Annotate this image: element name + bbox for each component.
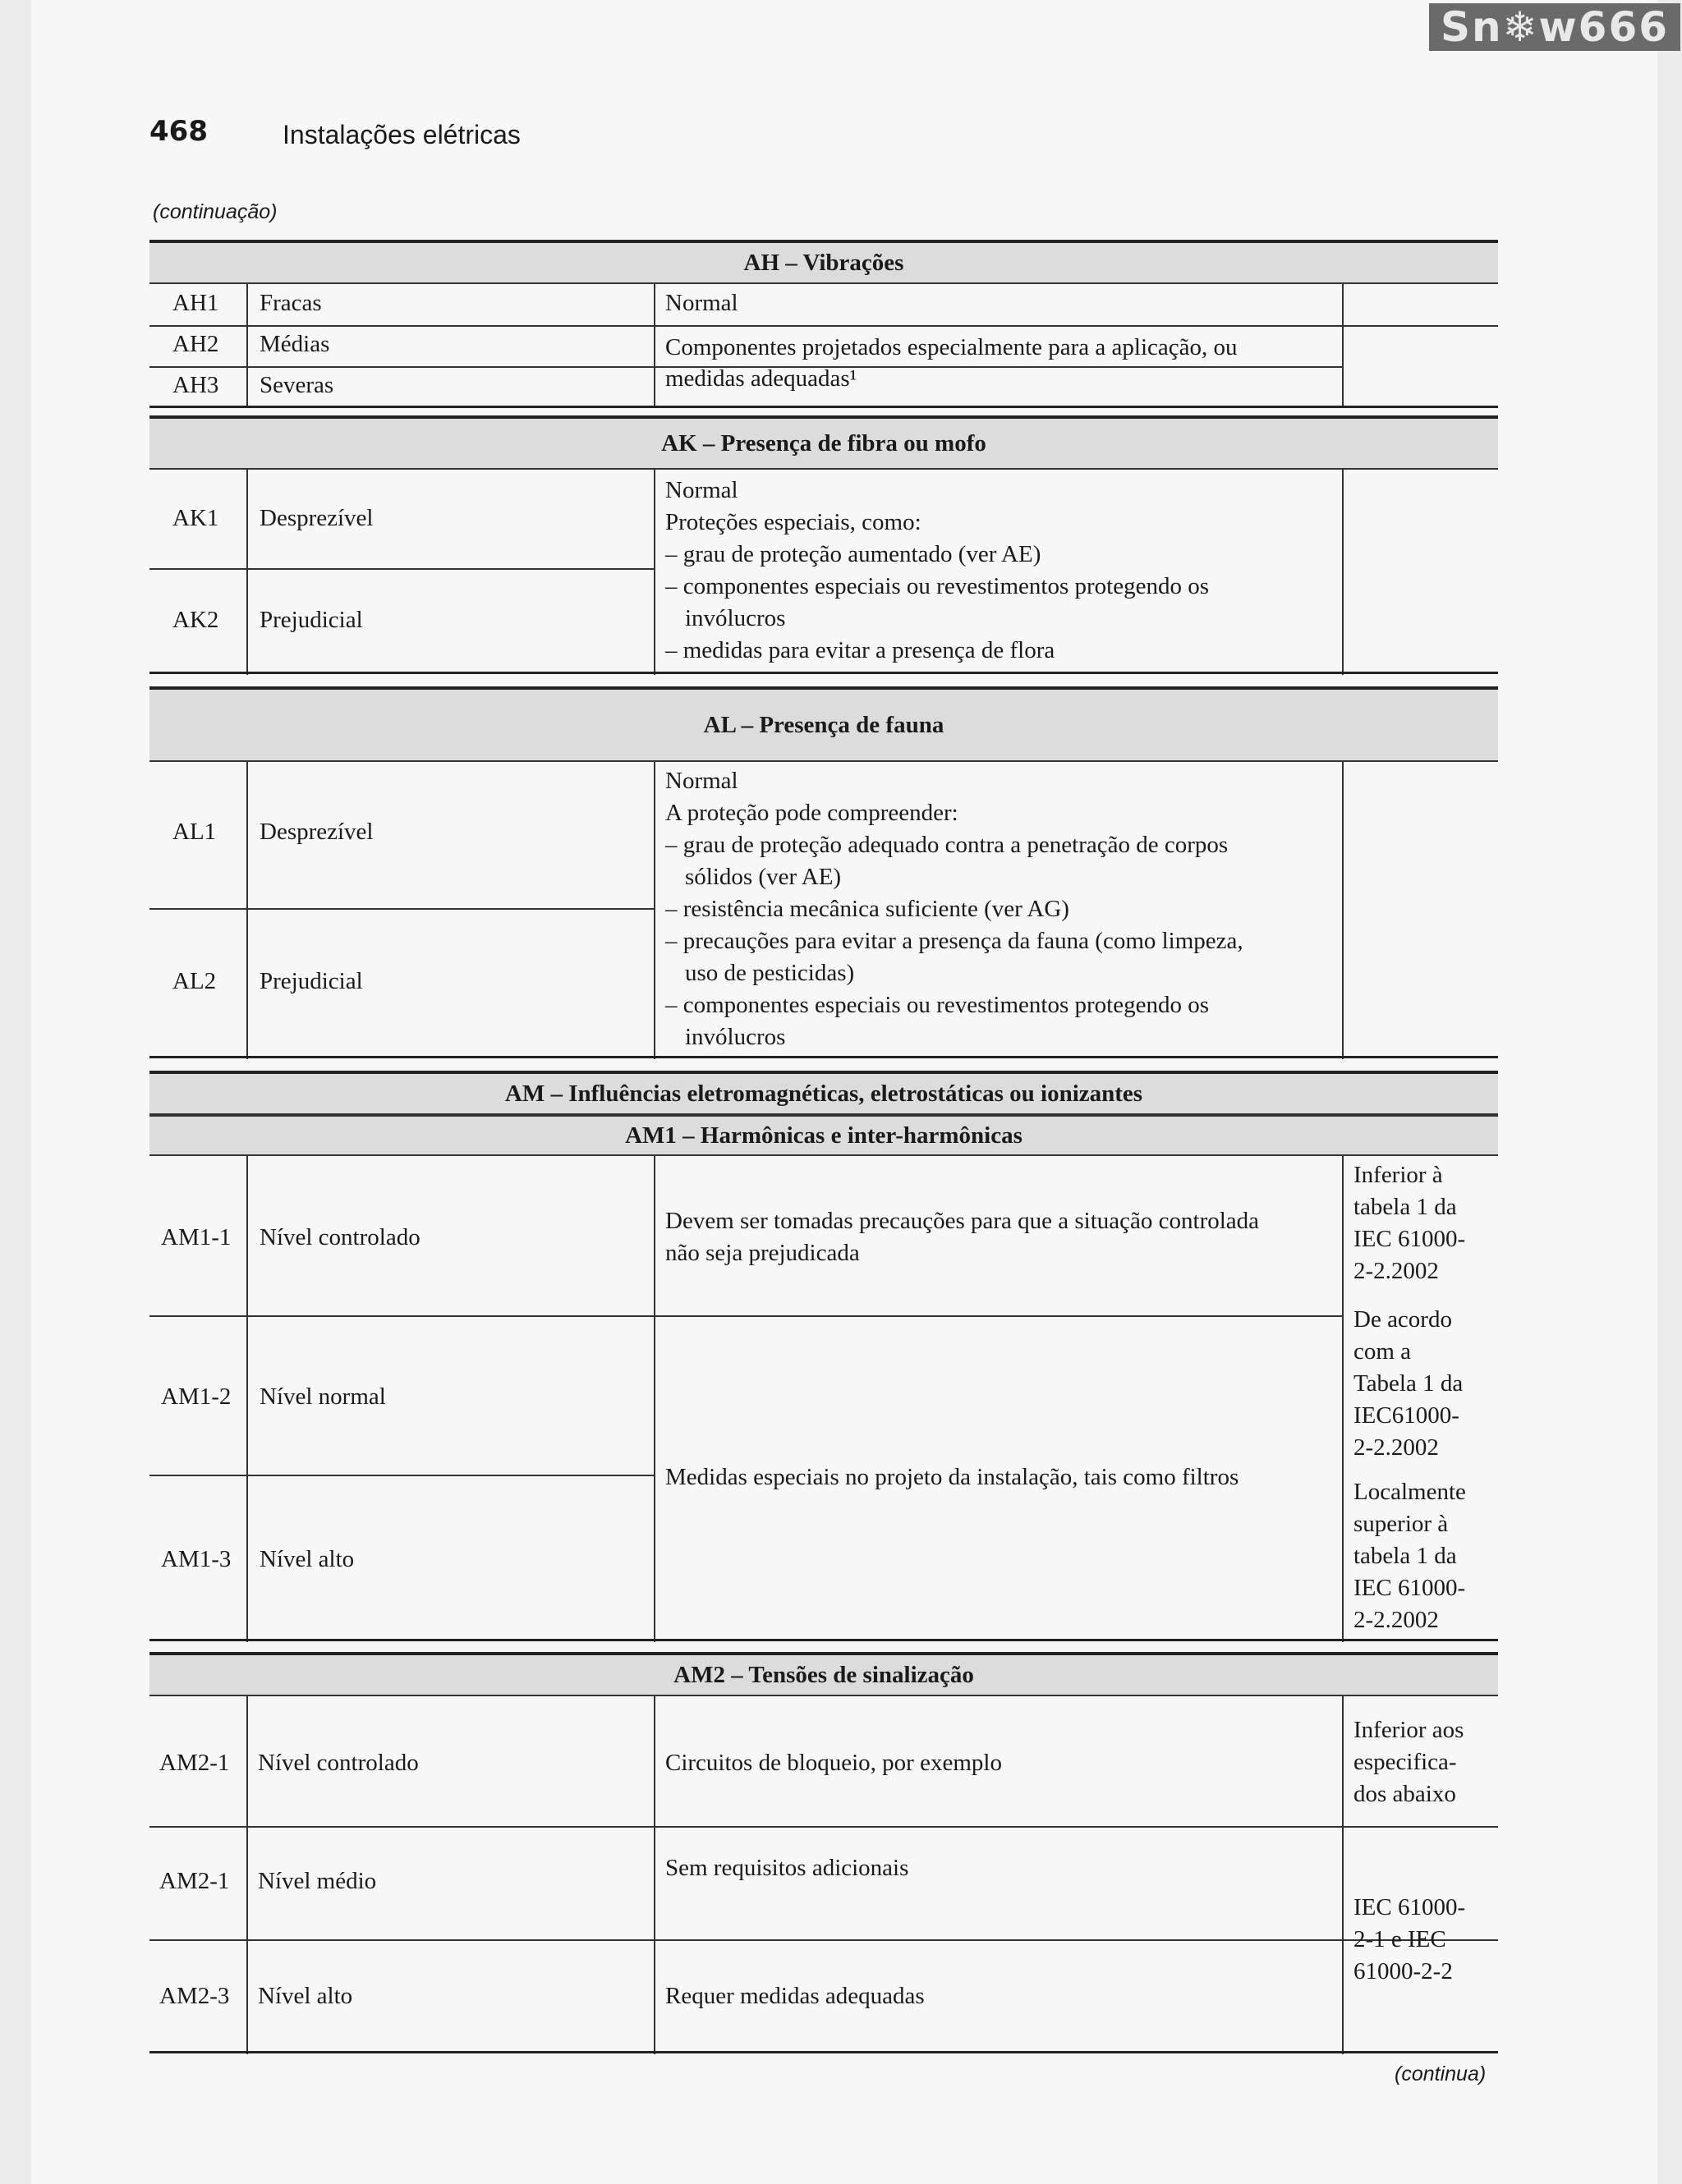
description: Sem requisitos adicionais — [665, 1855, 909, 1881]
row-label: Médias — [260, 331, 330, 357]
table-section-ah — [149, 240, 1498, 412]
reference: 2-2.2002 — [1353, 1258, 1439, 1284]
row-code: AM1-1 — [161, 1224, 232, 1250]
section-title-ah: AH – Vibrações — [149, 243, 1498, 284]
reference: 2-2.2002 — [1353, 1607, 1439, 1633]
reference: Inferior aos — [1353, 1717, 1464, 1743]
row-label: Nível normal — [260, 1383, 386, 1410]
row-code: AL1 — [172, 819, 217, 845]
table-section-al — [149, 686, 1498, 1061]
row-code: AK1 — [172, 505, 219, 531]
watermark-logo: Sn❄w666 — [1429, 3, 1680, 51]
subsection-title-am1: AM1 – Harmônicas e inter-harmônicas — [149, 1115, 1498, 1156]
description: – precauções para evitar a presença da fauna (como limpeza, — [665, 928, 1243, 954]
row-code: AM1-3 — [161, 1546, 232, 1572]
reference: De acordo — [1353, 1306, 1452, 1333]
description: Componentes projetados especialmente para a aplicação, ou — [665, 334, 1238, 360]
page-number: 468 — [149, 115, 208, 148]
description: – resistência mecânica suficiente (ver AG) — [665, 896, 1069, 922]
reference: IEC 61000- — [1353, 1226, 1466, 1252]
row-label: Nível médio — [258, 1868, 377, 1894]
row-code: AM2-1 — [159, 1750, 230, 1776]
description: Medidas especiais no projeto da instalação, tais como filtros — [665, 1464, 1239, 1490]
row-label: Desprezível — [260, 819, 374, 845]
reference: 2-2.2002 — [1353, 1434, 1439, 1461]
row-code: AM1-2 — [161, 1383, 232, 1410]
description: Normal — [665, 290, 738, 316]
row-label: Desprezível — [260, 505, 374, 531]
row-label: Prejudicial — [260, 607, 363, 633]
reference: 2-1 e IEC — [1353, 1926, 1446, 1952]
description: uso de pesticidas) — [685, 960, 855, 986]
reference: com a — [1353, 1338, 1412, 1365]
reference: tabela 1 da — [1353, 1543, 1457, 1569]
description: Normal — [665, 768, 738, 794]
description: Proteções especiais, como: — [665, 509, 921, 535]
description: não seja prejudicada — [665, 1240, 860, 1266]
reference: superior à — [1353, 1511, 1449, 1537]
section-title-am: AM – Influências eletromagnéticas, eletrostáticas ou ionizantes — [149, 1074, 1498, 1115]
description: medidas adequadas¹ — [665, 365, 857, 392]
reference: IEC 61000- — [1353, 1894, 1466, 1920]
row-code: AM2-3 — [159, 1983, 230, 2009]
row-label: Nível controlado — [258, 1750, 419, 1776]
table-section-am — [149, 1071, 1498, 1644]
row-code: AH1 — [172, 290, 219, 316]
row-code: AL2 — [172, 968, 217, 994]
description: invólucros — [685, 605, 786, 631]
description: Circuitos de bloqueio, por exemplo — [665, 1750, 1002, 1776]
description: – grau de proteção aumentado (ver AE) — [665, 541, 1041, 567]
description: – grau de proteção adequado contra a penetração de corpos — [665, 832, 1229, 858]
continued-from-note: (continuação) — [153, 200, 278, 223]
row-code: AH2 — [172, 331, 219, 357]
description: invólucros — [685, 1024, 786, 1050]
description: Normal — [665, 477, 738, 503]
reference: dos abaixo — [1353, 1781, 1456, 1807]
row-label: Fracas — [260, 290, 322, 316]
row-label: Nível alto — [260, 1546, 355, 1572]
continues-note: (continua) — [1395, 2062, 1487, 2085]
reference: IEC 61000- — [1353, 1575, 1466, 1601]
reference: IEC61000- — [1353, 1402, 1459, 1429]
reference: Inferior à — [1353, 1162, 1443, 1188]
description: – componentes especiais ou revestimentos protegendo os — [665, 992, 1210, 1018]
description: – componentes especiais ou revestimentos protegendo os — [665, 573, 1210, 599]
row-label: Nível controlado — [260, 1224, 420, 1250]
reference: especifica- — [1353, 1749, 1457, 1775]
reference: 61000-2-2 — [1353, 1958, 1453, 1984]
description: A proteção pode compreender: — [665, 800, 958, 826]
reference: Localmente — [1353, 1479, 1466, 1505]
description: Requer medidas adequadas — [665, 1983, 925, 2009]
running-title: Instalações elétricas — [283, 120, 521, 149]
subsection-title-am2: AM2 – Tensões de sinalização — [149, 1655, 1498, 1696]
row-code: AM2-1 — [159, 1868, 230, 1894]
row-code: AK2 — [172, 607, 219, 633]
section-title-al: AL – Presença de fauna — [149, 690, 1498, 762]
description: – medidas para evitar a presença de flora — [665, 637, 1055, 663]
section-title-ak: AK – Presença de fibra ou mofo — [149, 419, 1498, 470]
description: sólidos (ver AE) — [685, 864, 842, 890]
table-section-am2 — [149, 1652, 1498, 2056]
description: Devem ser tomadas precauções para que a situação controlada — [665, 1208, 1260, 1234]
reference: tabela 1 da — [1353, 1194, 1457, 1220]
row-label: Nível alto — [258, 1983, 353, 2009]
row-code: AH3 — [172, 372, 219, 398]
reference: Tabela 1 da — [1353, 1370, 1464, 1397]
row-label: Severas — [260, 372, 334, 398]
row-label: Prejudicial — [260, 968, 363, 994]
table-section-ak — [149, 415, 1498, 677]
